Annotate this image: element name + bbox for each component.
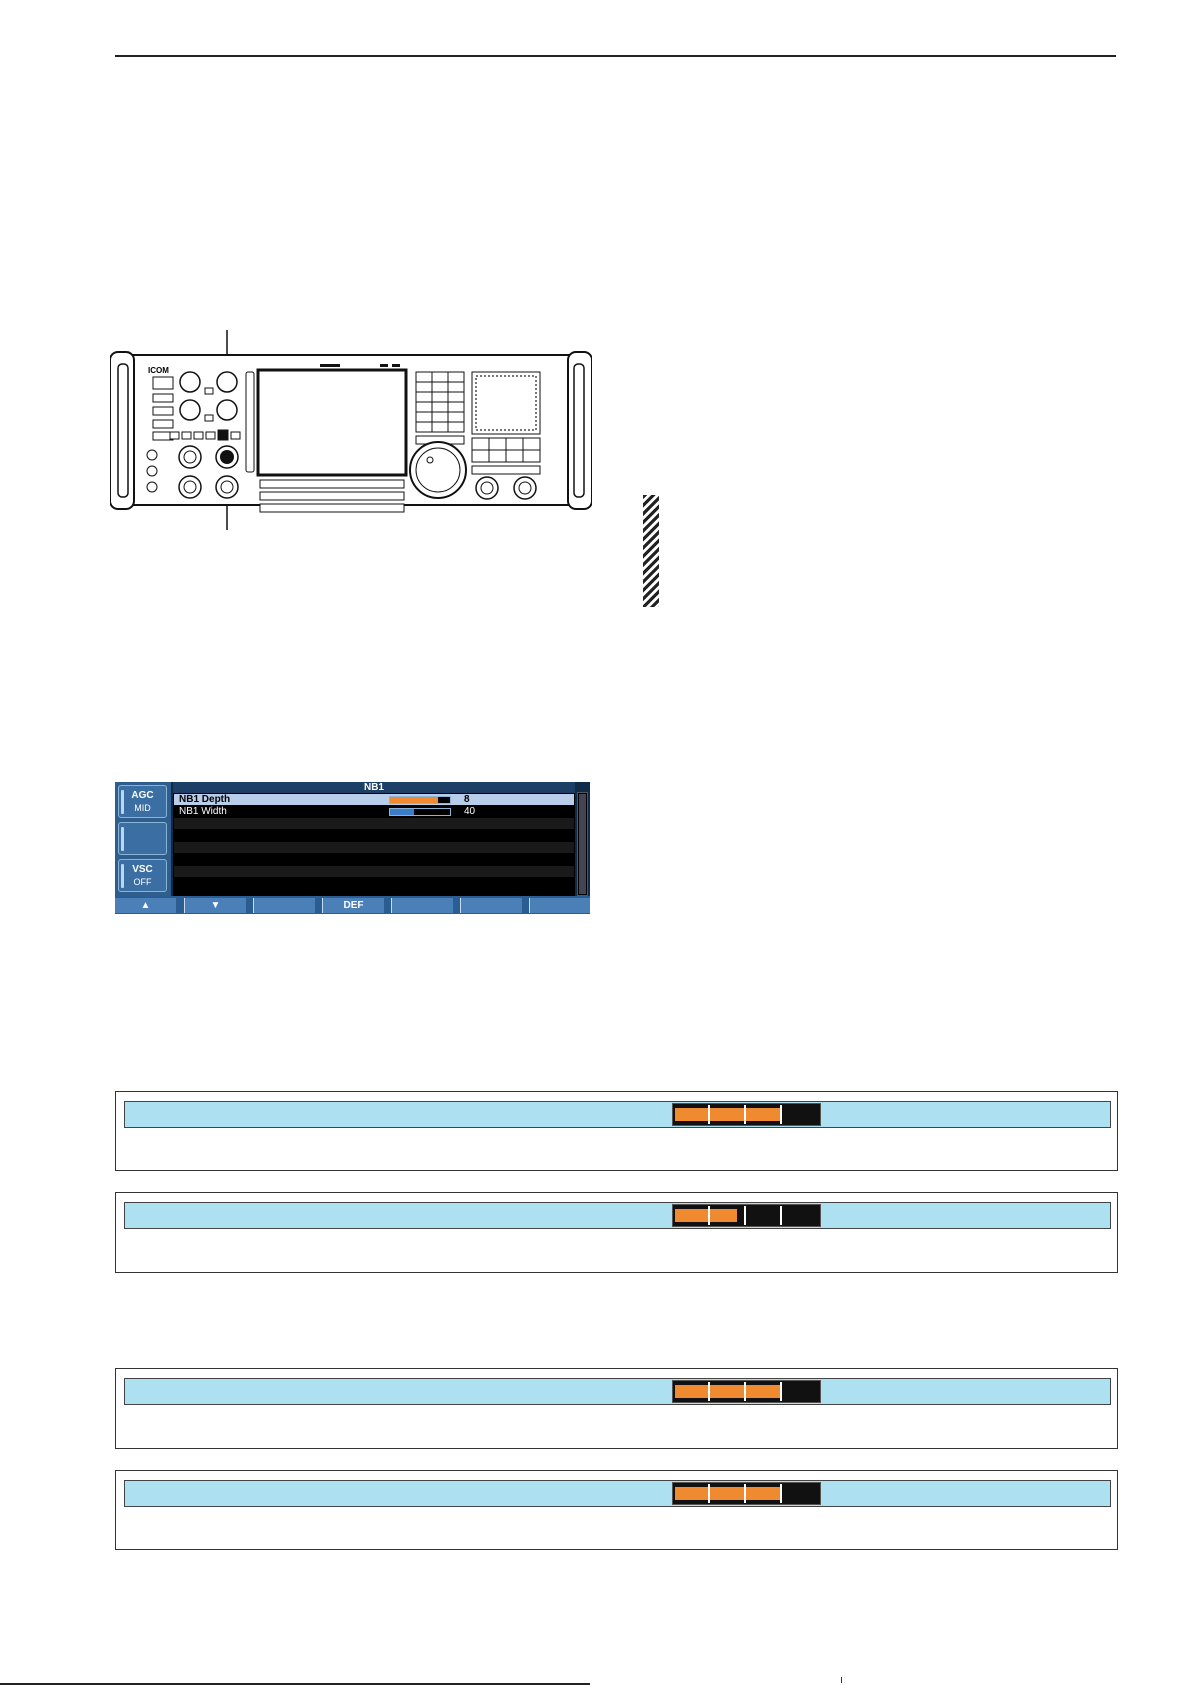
setting-box-3 [115,1368,1118,1449]
agc-label: AGC [131,790,154,801]
function-key-bar [115,896,590,914]
level-meter [672,1204,821,1227]
side-key-column [115,782,171,896]
function-key-5[interactable] [391,898,453,913]
level-fill [390,797,438,803]
meter-tick [744,1206,746,1225]
blank-side-button[interactable] [118,822,167,855]
list-item-nb1-width[interactable] [174,806,574,817]
list-item-empty [174,830,574,841]
agc-indicator [121,790,124,814]
vsc-label: VSC [132,864,153,875]
meter-fill [675,1385,780,1398]
meter-fill [675,1209,737,1222]
list-item-empty [174,854,574,865]
level-meter [672,1482,821,1505]
item-value: 8 [464,794,470,805]
setting-highlight-bar [124,1378,1111,1405]
level-meter [672,1380,821,1403]
item-label: NB1 Width [179,806,227,817]
function-key-6[interactable] [460,898,522,913]
item-value: 40 [464,806,476,817]
agc-value: MID [134,803,151,813]
meter-tick [780,1484,782,1503]
setting-highlight-bar [124,1480,1111,1507]
nb-button-highlight [218,430,228,440]
meter-tick [708,1105,710,1124]
list-item-empty [174,842,574,853]
blank-indicator [121,827,124,851]
meter-tick [708,1206,710,1225]
setting-box-4 [115,1470,1118,1550]
level-bar [389,796,451,804]
list-item-nb1-depth[interactable] [174,794,574,805]
meter-tick [708,1382,710,1401]
scroll-thumb[interactable] [579,794,586,894]
settings-list [173,782,575,896]
meter-tick [708,1484,710,1503]
vsc-value: OFF [133,877,152,887]
function-key-7[interactable] [529,898,590,913]
setting-box-2 [115,1192,1118,1273]
item-label: NB1 Depth [179,794,231,805]
brand-logo: ICOM [148,366,169,375]
meter-tick [780,1206,782,1225]
setting-highlight-bar [124,1202,1111,1229]
meter-tick [780,1105,782,1124]
nb1-set-screen [115,782,590,914]
transceiver-front-panel-illustration [110,330,592,530]
meter-tick [780,1382,782,1401]
up-button[interactable]: ▲ [115,898,176,913]
level-fill [390,809,414,815]
function-key-3[interactable] [253,898,315,913]
setting-box-1 [115,1091,1118,1171]
def-button[interactable]: DEF [322,898,384,913]
list-item-empty [174,818,574,829]
meter-tick [744,1105,746,1124]
meter-tick [744,1382,746,1401]
agc-button[interactable] [118,785,167,818]
screen-title: NB1 [173,782,575,793]
vsc-button[interactable] [118,859,167,892]
meter-fill [675,1108,780,1121]
meter-tick [744,1484,746,1503]
meter-fill [675,1487,780,1500]
scrollbar[interactable] [577,792,588,896]
vsc-indicator [121,864,124,888]
footer-tick [841,1677,842,1683]
level-bar [389,808,451,816]
list-item-empty [174,866,574,877]
note-marker [643,495,659,607]
down-button[interactable]: ▼ [184,898,246,913]
list-item-empty [174,878,574,889]
header-rule [115,55,1116,57]
setting-highlight-bar [124,1101,1111,1128]
level-meter [672,1103,821,1126]
